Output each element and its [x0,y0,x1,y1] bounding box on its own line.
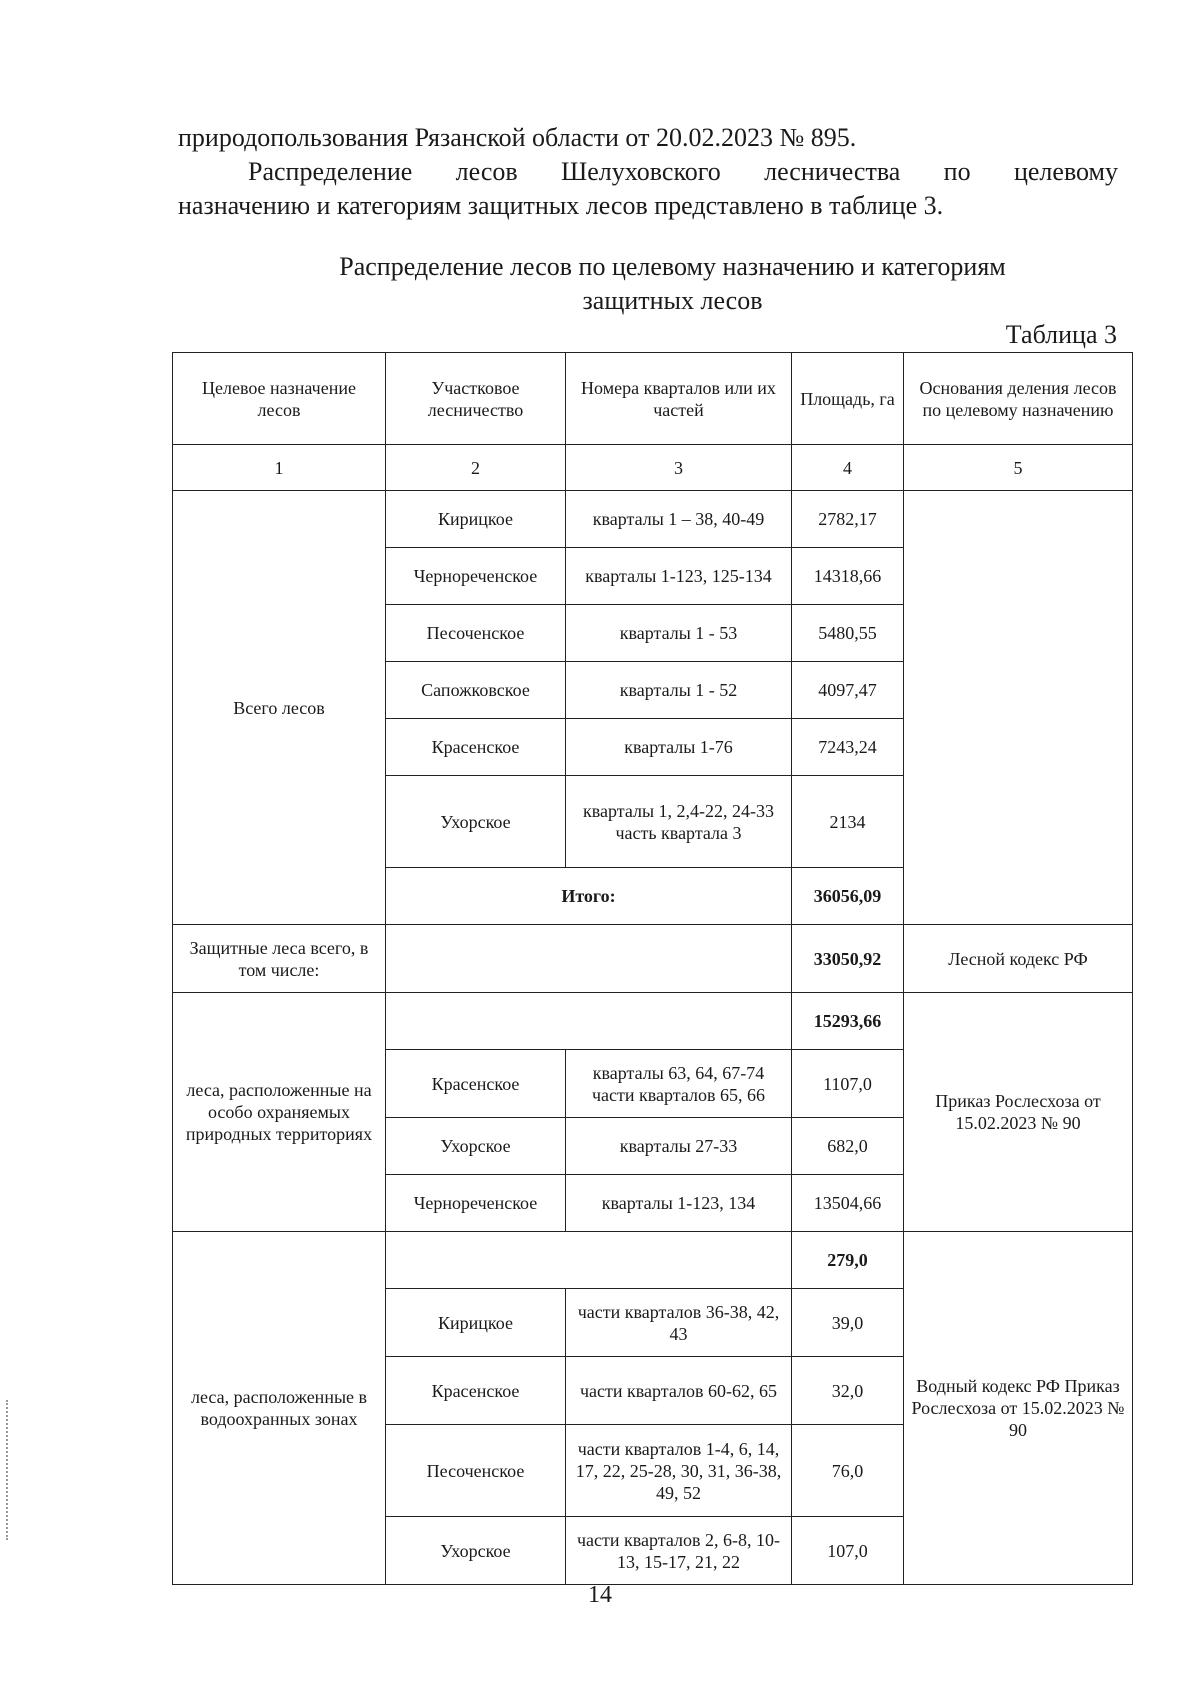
area-cell: 682,0 [792,1118,904,1175]
district-cell: Чернореченское [386,1175,566,1232]
table-label: Таблица 3 [1005,320,1117,349]
column-number: 2 [386,445,566,491]
basis-protected-areas: Приказ Рослесхоза от 15.02.2023 № 90 [904,993,1133,1232]
column-number: 4 [792,445,904,491]
purpose-all-forests: Всего лесов [173,491,386,925]
empty-cell [386,993,792,1050]
basis-water-zones: Водный кодекс РФ Приказ Рослесхоза от 15.02.2023 № 90 [904,1232,1133,1585]
protective-area: 33050,92 [792,925,904,993]
district-cell: Кирицкое [386,1289,566,1357]
scan-margin-mark [6,1400,10,1540]
table-caption-line-2: защитных лесов [582,286,763,315]
area-cell: 39,0 [792,1289,904,1357]
quarters-cell: части кварталов 60-62, 65 [566,1357,792,1425]
subtotal-row [173,1232,1133,1289]
district-cell: Ухорское [386,1517,566,1585]
area-cell: 1107,0 [792,1050,904,1118]
area-cell: 76,0 [792,1425,904,1517]
area-cell: 107,0 [792,1517,904,1585]
paragraph-2 [178,155,1118,223]
quarters-cell: кварталы 1-76 [566,719,792,776]
area-cell: 14318,66 [792,548,904,605]
area-cell: 7243,24 [792,719,904,776]
header-area: Площадь, га [792,353,904,445]
protective-row [173,925,1133,993]
area-cell: 13504,66 [792,1175,904,1232]
table-caption-line-1: Распределение лесов по целевому назначению и категориям [339,252,1006,281]
quarters-cell: части кварталов 36-38, 42, 43 [566,1289,792,1357]
area-cell: 32,0 [792,1357,904,1425]
empty-cell [386,1232,792,1289]
total-label: Итого: [386,868,792,925]
table-header-row [173,353,1133,445]
district-cell: Красенское [386,1050,566,1118]
quarters-cell: кварталы 1 – 38, 40-49 [566,491,792,548]
header-purpose: Целевое назначение лесов [173,353,386,445]
protective-basis: Лесной кодекс РФ [904,925,1133,993]
column-number-row [173,445,1133,491]
paragraph-2-line-2: назначению и категориям защитных лесов представлено в таблице 3. [178,191,944,220]
paragraph-1: природопользования Рязанской области от 20.02.2023 № 895. [178,123,857,152]
quarters-cell: кварталы 1 - 53 [566,605,792,662]
district-cell: Ухорское [386,1118,566,1175]
district-cell: Ухорское [386,776,566,868]
area-cell: 2134 [792,776,904,868]
purpose-protected-areas: леса, расположенные на особо охраняемых природных территориях [173,993,386,1232]
table-caption [300,250,1045,318]
district-cell: Красенское [386,1357,566,1425]
empty-cell [386,925,792,993]
column-number: 5 [904,445,1133,491]
district-cell: Чернореченское [386,548,566,605]
quarters-cell: части кварталов 2, 6-8, 10-13, 15-17, 21, 22 [566,1517,792,1585]
forest-distribution-table [172,352,1132,1585]
basis-empty-cell [904,491,1133,925]
quarters-cell: части кварталов 1-4, 6, 14, 17, 22, 25-28, 30, 31, 36-38, 49, 52 [566,1425,792,1517]
quarters-cell: кварталы 27-33 [566,1118,792,1175]
purpose-protective: Защитные леса всего, в том числе: [173,925,386,993]
total-value: 36056,09 [792,868,904,925]
page-number: 14 [588,1582,612,1608]
subtotal-value: 15293,66 [792,993,904,1050]
area-cell: 4097,47 [792,662,904,719]
area-cell: 2782,17 [792,491,904,548]
paragraph-2-line-1: Распределение лесов Шелуховского лесничества по целевому [248,157,1118,186]
header-district: Участковое лесничество [386,353,566,445]
subtotal-value: 279,0 [792,1232,904,1289]
header-basis: Основания деления лесов по целевому назначению [904,353,1133,445]
quarters-cell: кварталы 1-123, 134 [566,1175,792,1232]
district-cell: Песоченское [386,605,566,662]
quarters-cell: кварталы 1, 2,4-22, 24-33 часть квартала 3 [566,776,792,868]
purpose-water-zones: леса, расположенные в водоохранных зонах [173,1232,386,1585]
area-cell: 5480,55 [792,605,904,662]
quarters-cell: кварталы 1 - 52 [566,662,792,719]
column-number: 1 [173,445,386,491]
table-row [173,491,1133,548]
district-cell: Сапожковское [386,662,566,719]
district-cell: Кирицкое [386,491,566,548]
quarters-cell: кварталы 1-123, 125-134 [566,548,792,605]
header-quarters: Номера кварталов или их частей [566,353,792,445]
column-number: 3 [566,445,792,491]
district-cell: Красенское [386,719,566,776]
subtotal-row [173,993,1133,1050]
district-cell: Песоченское [386,1425,566,1517]
quarters-cell: кварталы 63, 64, 67-74 части кварталов 65, 66 [566,1050,792,1118]
